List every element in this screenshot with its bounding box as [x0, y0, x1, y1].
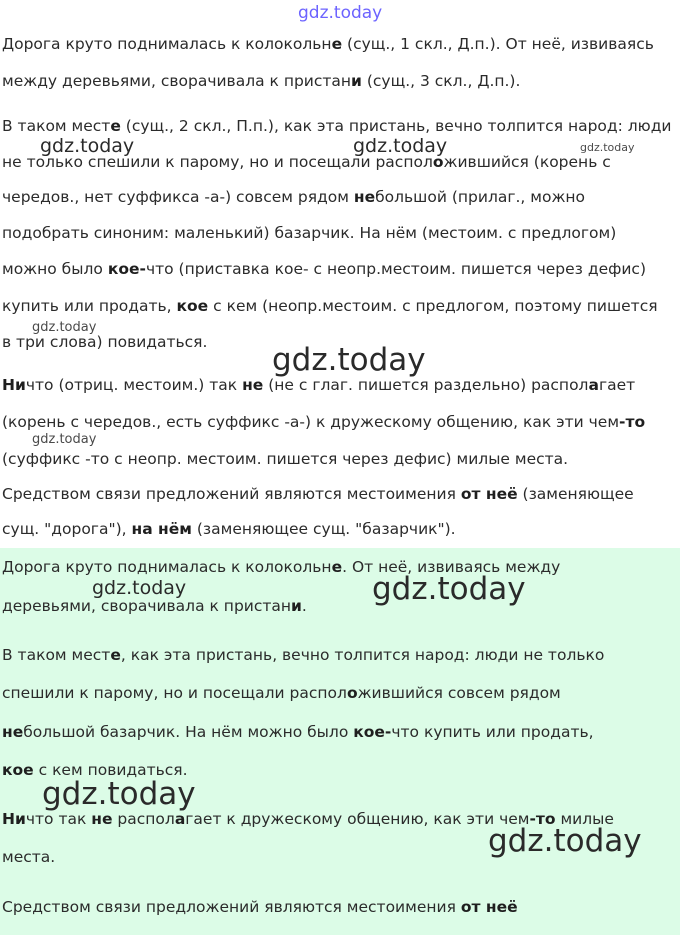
answer-line-4: спешили к парому, но и посещали расположившийся совсем рядом: [2, 684, 561, 702]
answer-line-3: В таком месте, как эта пристань, вечно толпится народ: люди не только: [2, 646, 605, 664]
analysis-line-7: можно было кое-что (приставка кое- с неопр.местоим. пишется через дефис): [2, 260, 647, 278]
analysis-line-12: (суффикс -то с неопр. местоим. пишется через дефис) милые места.: [2, 450, 569, 468]
analysis-line-9: в три слова) повидаться.: [2, 333, 208, 351]
analysis-line-2: между деревьями, сворачивала к пристани (сущ., 3 скл., Д.п.).: [2, 72, 521, 90]
watermark-logo: gdz.today: [92, 577, 187, 599]
analysis-line-14: сущ. "дорога"), на нём (заменяющее сущ. "базарчик").: [2, 520, 456, 538]
watermark-logo: gdz.today: [298, 3, 383, 23]
analysis-line-8: купить или продать, кое с кем (неопр.местоим. с предлогом, поэтому пишется: [2, 297, 658, 315]
watermark-logo: gdz.today: [353, 135, 448, 157]
analysis-line-13: Средством связи предложений являются местоимения от неё (заменяющее: [2, 485, 634, 503]
watermark-logo: gdz.today: [42, 776, 196, 812]
watermark-logo: gdz.today: [580, 141, 635, 154]
answer-line-2: деревьями, сворачивала к пристани.: [2, 597, 307, 615]
analysis-line-10: Ничто (отриц. местоим.) так не (не с глаг. пишется раздельно) располагает: [2, 376, 636, 394]
answer-line-5: небольшой базарчик. На нём можно было кое-что купить или продать,: [2, 723, 594, 741]
watermark-logo: gdz.today: [488, 823, 642, 859]
analysis-line-6: подобрать синоним: маленький) базарчик. На нём (местоим. с предлогом): [2, 224, 617, 242]
analysis-line-11: (корень с чередов., есть суффикс -а-) к дружескому общению, как эти чем-то: [2, 413, 646, 431]
analysis-line-3: В таком месте (сущ., 2 скл., П.п.), как эта пристань, вечно толпится народ: люди: [2, 117, 672, 135]
watermark-logo: gdz.today: [372, 571, 526, 607]
watermark-logo: gdz.today: [40, 135, 135, 157]
watermark-logo: gdz.today: [32, 432, 97, 447]
answer-line-7: Ничто так не располагает к дружескому общению, как эти чем-то милые: [2, 810, 614, 828]
analysis-line-4: не только спешили к парому, но и посещали расположившийся (корень с: [2, 153, 611, 171]
watermark-logo: gdz.today: [272, 342, 426, 378]
answer-line-9: Средством связи предложений являются местоимения от неё: [2, 898, 518, 916]
analysis-line-5: чередов., нет суффикса -а-) совсем рядом небольшой (прилаг., можно: [2, 188, 586, 206]
answer-line-1: Дорога круто поднималась к колокольне. От неё, извиваясь между: [2, 558, 561, 576]
answer-line-8: места.: [2, 848, 56, 866]
answer-line-6: кое с кем повидаться.: [2, 761, 188, 779]
analysis-line-1: Дорога круто поднималась к колокольне (сущ., 1 скл., Д.п.). От неё, извиваясь: [2, 35, 654, 53]
watermark-logo: gdz.today: [32, 320, 97, 335]
